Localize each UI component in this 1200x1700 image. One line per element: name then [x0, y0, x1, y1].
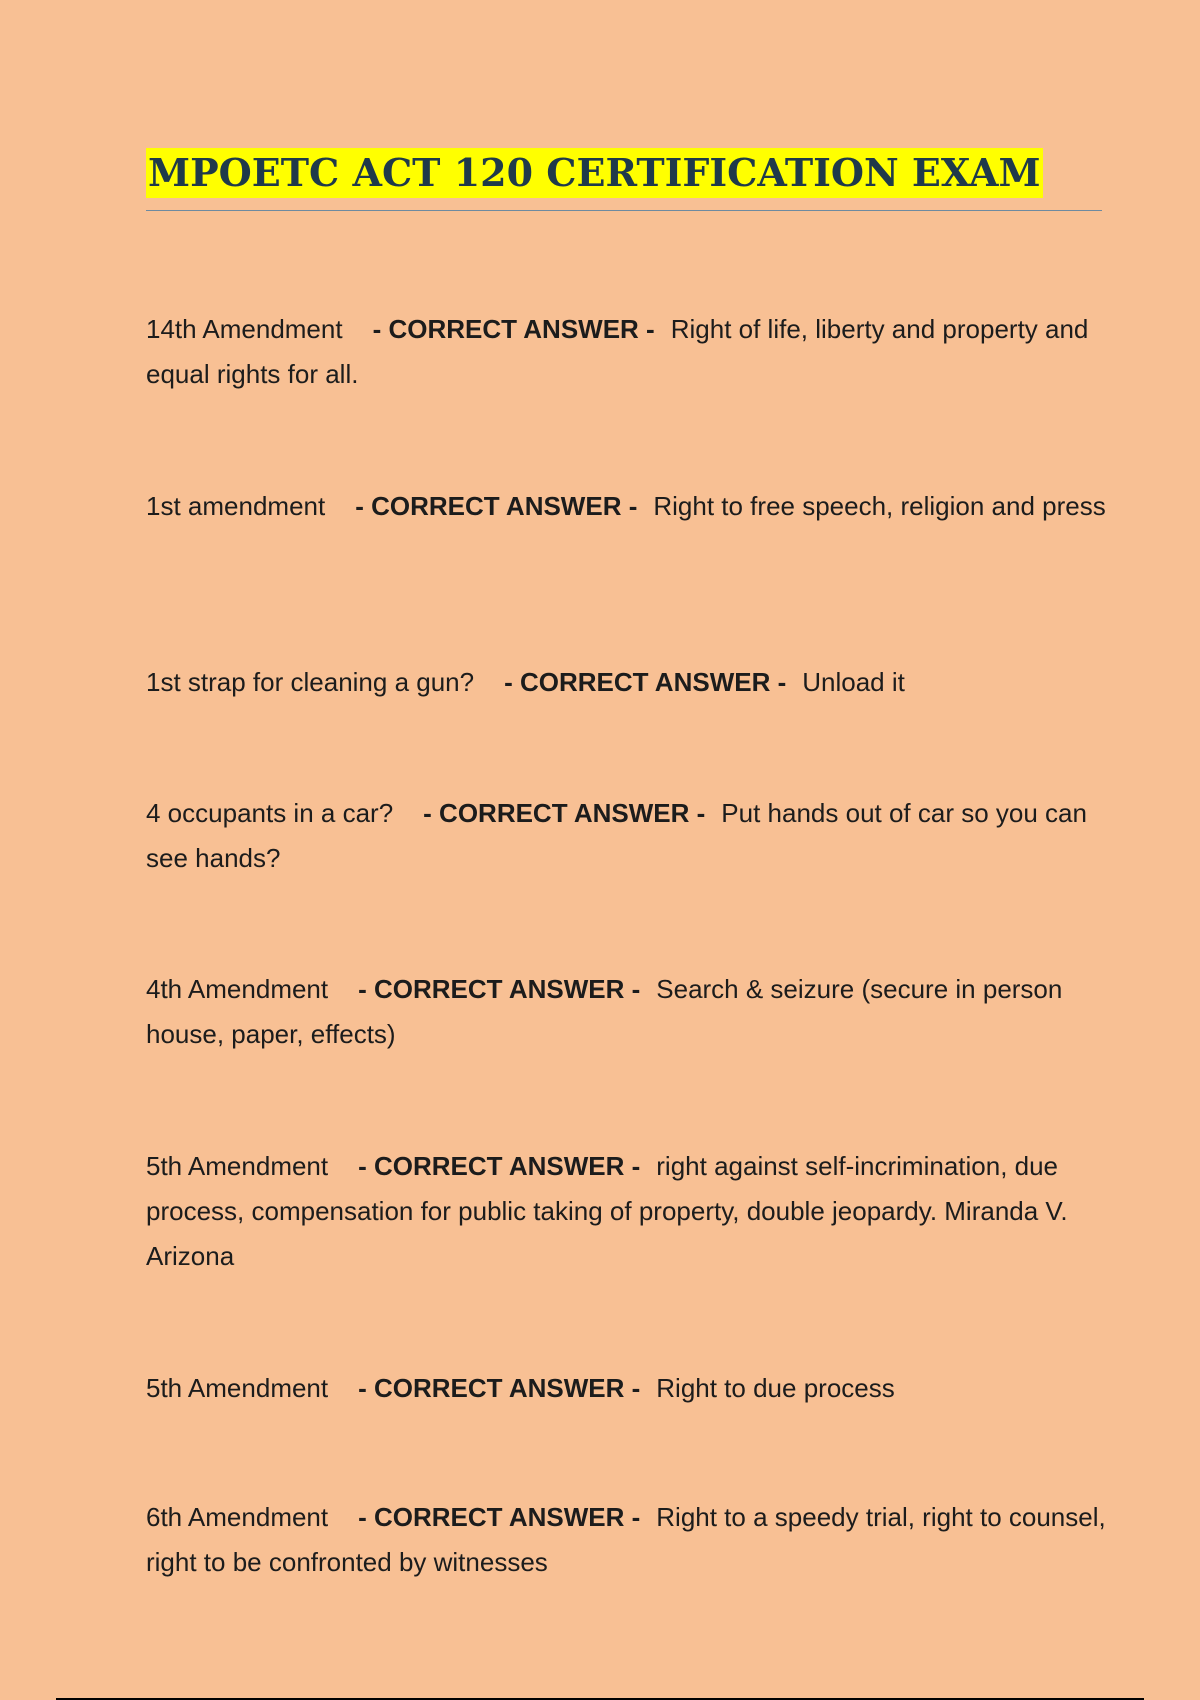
answer-text: Right of life, liberty and property and equal rights for all. — [146, 314, 1089, 389]
correct-answer-label: - CORRECT ANSWER - — [358, 974, 641, 1004]
qa-item — [146, 1366, 1106, 1411]
correct-answer-label: - CORRECT ANSWER - — [423, 798, 706, 828]
correct-answer-label: - CORRECT ANSWER - — [358, 1502, 641, 1532]
question-text: 6th Amendment — [146, 1502, 329, 1532]
question-text: 5th Amendment — [146, 1151, 329, 1181]
qa-item — [146, 967, 1106, 1057]
answer-text: Search & seizure (secure in person house, paper, effects) — [146, 974, 1063, 1049]
correct-answer-label: - CORRECT ANSWER - — [504, 667, 787, 697]
question-text: 14th Amendment — [146, 314, 343, 344]
title-block — [146, 148, 1102, 198]
answer-text: Put hands out of car so you can see hands? — [146, 798, 1087, 873]
answer-text: right against self-incrimination, due process, compensation for public taking of property, double jeopardy. Miranda V. Arizona — [146, 1151, 1068, 1271]
question-text: 1st amendment — [146, 491, 326, 521]
correct-answer-label: - CORRECT ANSWER - — [358, 1373, 641, 1403]
question-text: 4 occupants in a car? — [146, 798, 394, 828]
answer-text: Right to a speedy trial, right to counsel, right to be confronted by witnesses — [146, 1502, 1106, 1577]
answer-text: Unload it — [802, 667, 905, 697]
answer-text: Right to free speech, religion and press — [653, 491, 1106, 521]
correct-answer-label: - CORRECT ANSWER - — [372, 314, 655, 344]
correct-answer-label: - CORRECT ANSWER - — [355, 491, 638, 521]
question-text: 5th Amendment — [146, 1373, 329, 1403]
correct-answer-label: - CORRECT ANSWER - — [358, 1151, 641, 1181]
title-underline — [146, 210, 1102, 211]
qa-item — [146, 1144, 1106, 1279]
qa-item — [146, 660, 1106, 705]
answer-text: Right to due process — [656, 1373, 895, 1403]
question-text: 1st strap for cleaning a gun? — [146, 667, 475, 697]
qa-item — [146, 307, 1106, 397]
qa-item — [146, 1495, 1106, 1585]
qa-item — [146, 791, 1106, 881]
page-title: MPOETC ACT 120 CERTIFICATION EXAM — [146, 148, 1043, 198]
question-text: 4th Amendment — [146, 974, 329, 1004]
qa-item — [146, 484, 1106, 529]
